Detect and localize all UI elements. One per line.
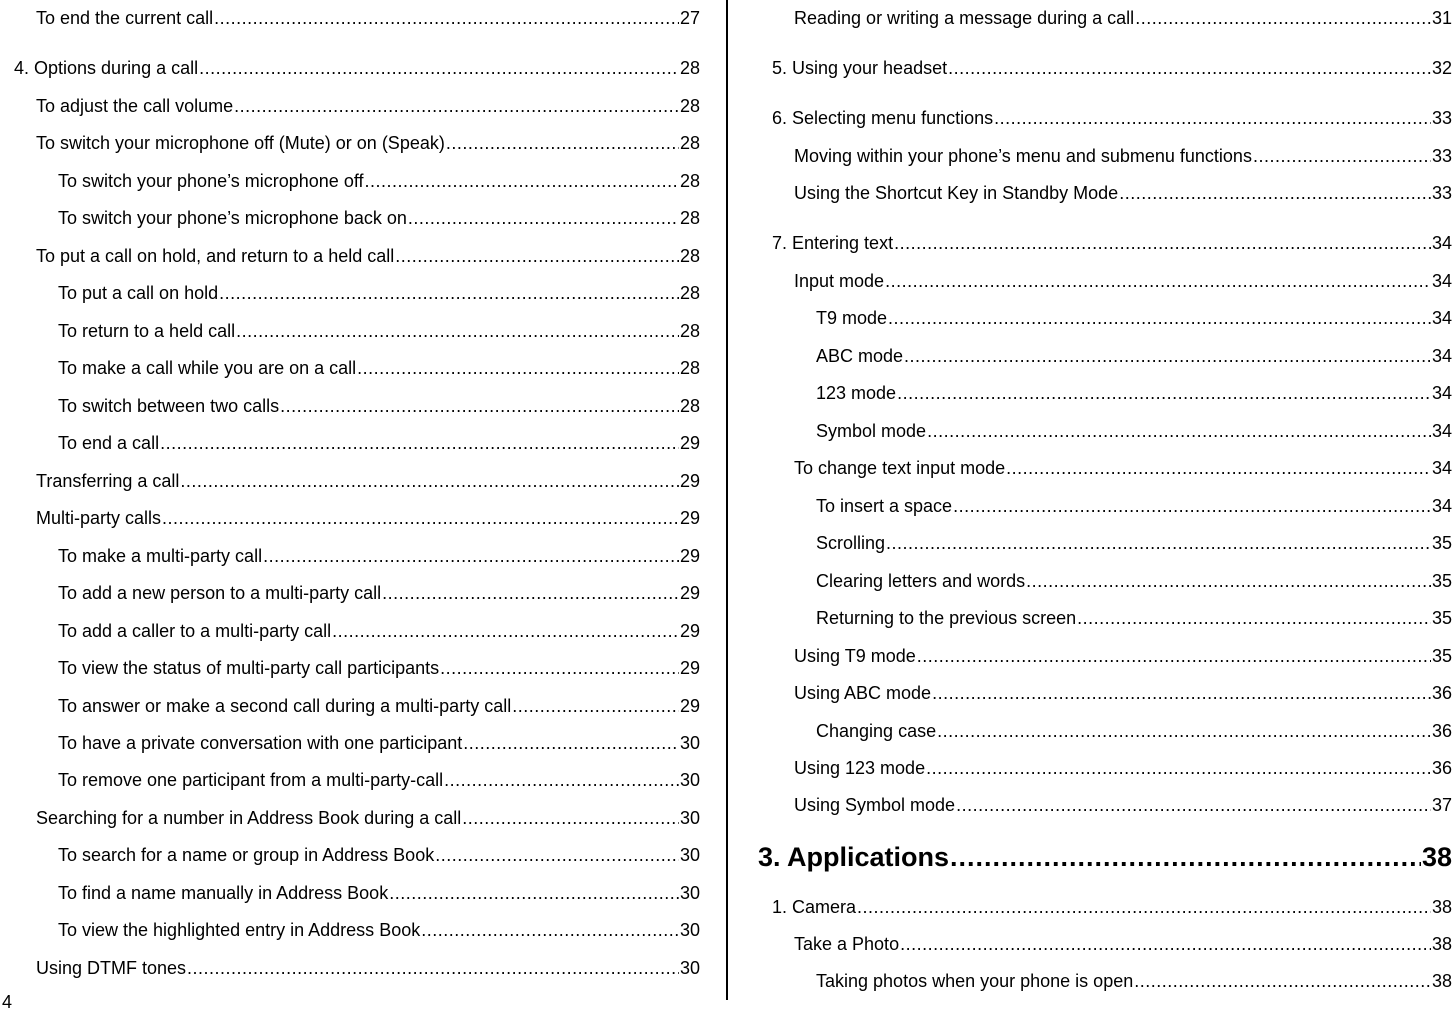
dot-leader <box>187 956 679 980</box>
toc-entry[interactable] <box>816 606 1452 630</box>
toc-chapter-page: 38 <box>1421 842 1452 872</box>
toc-entry[interactable] <box>794 6 1452 30</box>
toc-entry-title: T9 mode <box>816 308 888 328</box>
toc-entry-page: 35 <box>1431 646 1452 666</box>
dot-leader <box>463 731 679 755</box>
toc-entry-page: 30 <box>679 845 700 865</box>
toc-entry-page: 28 <box>679 208 700 228</box>
toc-entry[interactable] <box>794 756 1452 780</box>
toc-entry-page: 28 <box>679 58 700 78</box>
toc-entry-page: 30 <box>679 770 700 790</box>
toc-entry-page: 33 <box>1431 146 1452 166</box>
toc-entry-title: To view the highlighted entry in Address Book <box>58 920 421 940</box>
toc-entry[interactable] <box>36 806 700 830</box>
toc-entry-title: To remove one participant from a multi-party-call <box>58 770 444 790</box>
dot-leader <box>280 394 679 418</box>
toc-entry[interactable] <box>58 169 700 193</box>
toc-entry-page: 36 <box>1431 721 1452 741</box>
toc-entry[interactable] <box>58 319 700 343</box>
toc-entry[interactable] <box>58 694 700 718</box>
toc-entry-page: 34 <box>1431 271 1452 291</box>
toc-entry-title: To add a caller to a multi-party call <box>58 621 332 641</box>
dot-leader <box>1134 969 1431 993</box>
toc-entry-title: Using 123 mode <box>794 758 926 778</box>
toc-entry-page: 30 <box>679 958 700 978</box>
toc-entry[interactable] <box>36 956 700 980</box>
toc-entry-title: 123 mode <box>816 383 897 403</box>
toc-entry-title: Taking photos when your phone is open <box>816 971 1134 991</box>
toc-entry[interactable] <box>816 419 1452 443</box>
toc-entry-page: 28 <box>679 358 700 378</box>
dot-leader <box>994 106 1431 130</box>
toc-entry[interactable] <box>58 918 700 942</box>
toc-entry-title: Multi-party calls <box>36 508 162 528</box>
toc-entry[interactable] <box>794 644 1452 668</box>
toc-entry[interactable] <box>58 768 700 792</box>
toc-entry-title: To search for a name or group in Address Book <box>58 845 435 865</box>
dot-leader <box>897 381 1431 405</box>
toc-entry-page: 28 <box>679 96 700 116</box>
toc-entry-page: 28 <box>679 171 700 191</box>
toc-entry-title: To switch your microphone off (Mute) or on (Speak) <box>36 133 445 153</box>
dot-leader <box>446 131 679 155</box>
dot-leader <box>263 544 679 568</box>
toc-entry-title: To put a call on hold <box>58 283 219 303</box>
dot-leader <box>1119 181 1431 205</box>
toc-chapter-entry[interactable] <box>758 840 1452 874</box>
toc-entry-title: Using Symbol mode <box>794 795 956 815</box>
toc-entry-page: 38 <box>1431 971 1452 991</box>
dot-leader <box>888 306 1431 330</box>
toc-entry-page: 28 <box>679 283 700 303</box>
toc-entry-page: 36 <box>1431 758 1452 778</box>
toc-entry-page: 35 <box>1431 571 1452 591</box>
dot-leader <box>1253 144 1431 168</box>
toc-entry-title: To return to a held call <box>58 321 236 341</box>
toc-entry-page: 28 <box>679 321 700 341</box>
toc-entry[interactable] <box>772 231 1452 255</box>
toc-entry-page: 29 <box>679 621 700 641</box>
toc-entry-title: To view the status of multi-party call participants <box>58 658 440 678</box>
dot-leader <box>894 231 1431 255</box>
dot-leader <box>950 840 1421 874</box>
dot-leader <box>926 756 1431 780</box>
toc-entry-title: Using ABC mode <box>794 683 932 703</box>
toc-entry-page: 29 <box>679 658 700 678</box>
toc-entry-title: 4. Options during a call <box>14 58 199 78</box>
dot-leader <box>389 881 679 905</box>
toc-entry[interactable] <box>36 131 700 155</box>
toc-entry[interactable] <box>794 793 1452 817</box>
page-number: 4 <box>2 992 13 1012</box>
toc-entry[interactable] <box>58 656 700 680</box>
dot-leader <box>937 719 1431 743</box>
toc-entry-title: Scrolling <box>816 533 886 553</box>
toc-entry-page: 29 <box>679 696 700 716</box>
toc-entry[interactable] <box>58 731 700 755</box>
toc-entry[interactable] <box>58 281 700 305</box>
dot-leader <box>948 56 1431 80</box>
toc-entry-title: Changing case <box>816 721 937 741</box>
toc-entry-title: 1. Camera <box>772 897 857 917</box>
dot-leader <box>462 806 679 830</box>
dot-leader <box>180 469 679 493</box>
toc-entry[interactable] <box>58 206 700 230</box>
dot-leader <box>956 793 1431 817</box>
dot-leader <box>408 206 679 230</box>
toc-entry[interactable] <box>58 843 700 867</box>
toc-entry-title: To switch your phone’s microphone off <box>58 171 364 191</box>
dot-leader <box>932 681 1431 705</box>
toc-entry-page: 30 <box>679 920 700 940</box>
toc-entry-page: 34 <box>1431 308 1452 328</box>
dot-leader <box>357 356 679 380</box>
dot-leader <box>885 269 1431 293</box>
column-divider <box>726 0 728 1000</box>
toc-entry-title: Take a Photo <box>794 934 900 954</box>
toc-entry[interactable] <box>816 719 1452 743</box>
toc-entry-page: 34 <box>1431 421 1452 441</box>
toc-entry[interactable] <box>816 494 1452 518</box>
toc-entry-title: To put a call on hold, and return to a held call <box>36 246 395 266</box>
toc-entry[interactable] <box>794 144 1452 168</box>
toc-entry-page: 35 <box>1431 533 1452 553</box>
toc-entry-page: 27 <box>679 8 700 28</box>
toc-entry[interactable] <box>36 506 700 530</box>
dot-leader <box>444 768 679 792</box>
dot-leader <box>382 581 679 605</box>
dot-leader <box>160 431 679 455</box>
toc-entry-title: ABC mode <box>816 346 904 366</box>
dot-leader <box>857 895 1431 919</box>
toc-entry[interactable] <box>816 381 1452 405</box>
dot-leader <box>917 644 1431 668</box>
dot-leader <box>365 169 679 193</box>
toc-entry-title: Returning to the previous screen <box>816 608 1077 628</box>
dot-leader <box>1026 569 1431 593</box>
toc-entry-title: To change text input mode <box>794 458 1006 478</box>
toc-entry-title: Searching for a number in Address Book during a call <box>36 808 462 828</box>
toc-entry-title: 7. Entering text <box>772 233 894 253</box>
toc-entry[interactable] <box>772 56 1452 80</box>
toc-entry-title: Reading or writing a message during a call <box>794 8 1135 28</box>
toc-entry-title: Using the Shortcut Key in Standby Mode <box>794 183 1119 203</box>
toc-entry[interactable] <box>36 244 700 268</box>
toc-entry-page: 30 <box>679 883 700 903</box>
toc-entry[interactable] <box>816 344 1452 368</box>
toc-entry-title: To find a name manually in Address Book <box>58 883 389 903</box>
toc-entry-page: 34 <box>1431 346 1452 366</box>
toc-chapter-title: 3. Applications <box>758 842 950 872</box>
toc-entry-title: Using DTMF tones <box>36 958 187 978</box>
toc-entry-page: 29 <box>679 508 700 528</box>
dot-leader <box>219 281 679 305</box>
toc-entry-page: 34 <box>1431 496 1452 516</box>
toc-entry-page: 30 <box>679 733 700 753</box>
dot-leader <box>234 94 679 118</box>
toc-entry[interactable] <box>36 94 700 118</box>
toc-entry-title: 6. Selecting menu functions <box>772 108 994 128</box>
toc-entry-title: To switch between two calls <box>58 396 280 416</box>
toc-entry[interactable] <box>816 569 1452 593</box>
toc-entry[interactable] <box>794 181 1452 205</box>
toc-entry-page: 34 <box>1431 458 1452 478</box>
dot-leader <box>1135 6 1431 30</box>
toc-entry[interactable] <box>58 544 700 568</box>
toc-entry-page: 38 <box>1431 934 1452 954</box>
toc-entry-title: Using T9 mode <box>794 646 916 666</box>
toc-entry-title: To make a multi-party call <box>58 546 263 566</box>
dot-leader <box>1006 456 1431 480</box>
toc-entry[interactable] <box>58 619 700 643</box>
dot-leader <box>162 506 679 530</box>
toc-entry-page: 33 <box>1431 183 1452 203</box>
dot-leader <box>886 531 1431 555</box>
toc-entry-page: 34 <box>1431 383 1452 403</box>
toc-entry-title: To switch your phone’s microphone back on <box>58 208 407 228</box>
dot-leader <box>395 244 679 268</box>
dot-leader <box>1077 606 1431 630</box>
toc-entry-page: 36 <box>1431 683 1452 703</box>
toc-entry-page: 32 <box>1431 58 1452 78</box>
toc-entry-page: 28 <box>679 133 700 153</box>
toc-entry[interactable] <box>58 581 700 605</box>
dot-leader <box>214 6 679 30</box>
toc-entry-title: To make a call while you are on a call <box>58 358 357 378</box>
dot-leader <box>953 494 1431 518</box>
toc-entry[interactable] <box>36 469 700 493</box>
toc-entry[interactable] <box>794 269 1452 293</box>
toc-entry[interactable] <box>772 895 1452 919</box>
dot-leader <box>199 56 679 80</box>
toc-entry-title: Transferring a call <box>36 471 180 491</box>
toc-entry-title: Moving within your phone’s menu and submenu functions <box>794 146 1252 166</box>
toc-entry[interactable] <box>816 306 1452 330</box>
toc-entry-title: To add a new person to a multi-party call <box>58 583 382 603</box>
toc-entry[interactable] <box>816 531 1452 555</box>
toc-entry-title: Symbol mode <box>816 421 927 441</box>
toc-entry-title: Clearing letters and words <box>816 571 1026 591</box>
dot-leader <box>421 918 679 942</box>
toc-entry-page: 30 <box>679 808 700 828</box>
toc-entry[interactable] <box>772 106 1452 130</box>
toc-entry[interactable] <box>14 56 700 80</box>
toc-entry-page: 29 <box>679 546 700 566</box>
toc-entry-page: 28 <box>679 396 700 416</box>
toc-entry[interactable] <box>36 6 700 30</box>
toc-entry[interactable] <box>816 969 1452 993</box>
toc-entry-page: 29 <box>679 433 700 453</box>
toc-entry-page: 31 <box>1431 8 1452 28</box>
dot-leader <box>927 419 1431 443</box>
toc-entry-title: To have a private conversation with one participant <box>58 733 463 753</box>
toc-entry[interactable] <box>58 356 700 380</box>
dot-leader <box>512 694 679 718</box>
toc-entry-page: 38 <box>1431 897 1452 917</box>
toc-entry-title: To adjust the call volume <box>36 96 234 116</box>
dot-leader <box>904 344 1431 368</box>
toc-entry-page: 33 <box>1431 108 1452 128</box>
dot-leader <box>236 319 679 343</box>
dot-leader <box>332 619 679 643</box>
toc-entry-page: 29 <box>679 583 700 603</box>
toc-entry-title: Input mode <box>794 271 885 291</box>
toc-entry-title: 5. Using your headset <box>772 58 948 78</box>
dot-leader <box>435 843 679 867</box>
dot-leader <box>900 932 1431 956</box>
toc-entry-page: 35 <box>1431 608 1452 628</box>
dot-leader <box>440 656 679 680</box>
toc-entry-page: 28 <box>679 246 700 266</box>
toc-entry[interactable] <box>58 881 700 905</box>
toc-entry-page: 29 <box>679 471 700 491</box>
toc-entry[interactable] <box>794 932 1452 956</box>
toc-entry[interactable] <box>794 681 1452 705</box>
toc-entry-title: To end the current call <box>36 8 214 28</box>
toc-entry-page: 37 <box>1431 795 1452 815</box>
toc-entry-title: To end a call <box>58 433 160 453</box>
toc-entry-title: To answer or make a second call during a multi-party call <box>58 696 512 716</box>
toc-entry-page: 34 <box>1431 233 1452 253</box>
toc-entry[interactable] <box>794 456 1452 480</box>
toc-entry[interactable] <box>58 431 700 455</box>
toc-entry[interactable] <box>58 394 700 418</box>
toc-entry-title: To insert a space <box>816 496 953 516</box>
